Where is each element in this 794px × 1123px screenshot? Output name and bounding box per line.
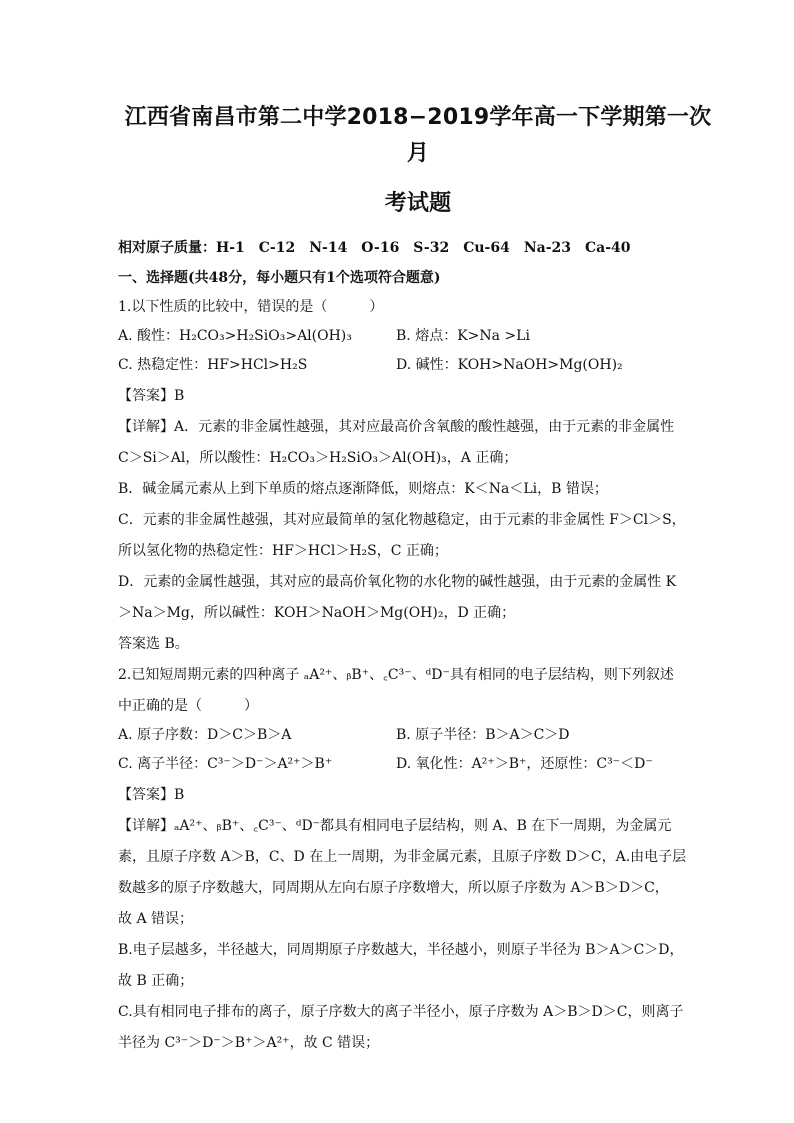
question-2-option-d: D. 氧化性：A²⁺＞B⁺，还原性：C³⁻＜D⁻ <box>396 756 653 772</box>
question-1-analysis-line-3: B．碱金属元素从上到下单质的熔点逐渐降低，则熔点：K＜Na＜Li，B 错误； <box>118 481 608 497</box>
question-1-option-b: B. 熔点：K>Na >Li <box>396 328 530 344</box>
question-1-analysis-line-4: C．元素的非金属性越强，其对应最简单的氢化物越稳定，由于元素的非金属性 F＞Cl＞S， <box>118 512 686 528</box>
question-2-stem-line-1: 2.已知短周期元素的四种离子 ₐA²⁺、ᵦB⁺、꜀C³⁻、ᵈD⁻具有相同的电子层结构，则下列叙述 <box>118 667 674 683</box>
question-2-analysis-line-4: 故 A 错误； <box>118 911 194 927</box>
page-title-line-2: 考试题 <box>384 191 452 216</box>
page-title-line-1: 江西省南昌市第二中学2018−2019学年高一下学期第一次月 <box>124 105 712 166</box>
question-2-analysis-line-2: 素，且原子序数 A＞B，C、D 在上一周期，为非金属元素，且原子序数 D＞C，A.由电子层 <box>118 849 687 865</box>
question-2-stem-line-2: 中正确的是（ ） <box>118 698 258 714</box>
question-2-options-row-1 <box>118 724 718 746</box>
atomic-mass-line: 相对原子质量：H-1 C-12 N-14 O-16 S-32 Cu-64 Na-23 Ca-40 <box>118 240 631 256</box>
question-1-options-row-2 <box>118 354 718 376</box>
question-1-analysis-line-8: 答案选 B。 <box>118 636 189 652</box>
question-1-option-c: C. 热稳定性：HF>HCl>H₂S <box>118 357 308 373</box>
question-1-analysis-line-2: C＞Si＞Al，所以酸性：H₂CO₃＞H₂SiO₃＞Al(OH)₃，A 正确； <box>118 450 518 466</box>
question-2-option-b: B. 原子半径：B＞A＞C＞D <box>396 727 570 743</box>
question-2-option-c: C. 离子半径：C³⁻＞D⁻＞A²⁺＞B⁺ <box>118 756 333 772</box>
question-1-options-row-1 <box>118 325 718 347</box>
question-1-answer: 【答案】B <box>118 388 185 404</box>
question-1-analysis-line-7: ＞Na＞Mg，所以碱性：KOH＞NaOH＞Mg(OH)₂，D 正确； <box>118 605 516 621</box>
question-2-analysis-line-1: 【详解】ₐA²⁺、ᵦB⁺、꜀C³⁻、ᵈD⁻都具有相同电子层结构，则 A、B 在下一周期，为金属元 <box>118 818 672 834</box>
question-2-option-a: A. 原子序数：D＞C＞B＞A <box>118 727 292 743</box>
question-2-analysis-line-7: C.具有相同电子排布的离子，原子序数大的离子半径小，原子序数为 A＞B＞D＞C，则离子 <box>118 1004 684 1020</box>
question-2-analysis-line-8: 半径为 C³⁻＞D⁻＞B⁺＞A²⁺，故 C 错误； <box>118 1035 380 1051</box>
section-heading: 一、选择题(共48分，每小题只有1个选项符合题意) <box>118 270 441 286</box>
question-2-analysis-line-6: 故 B 正确； <box>118 973 194 989</box>
question-1-analysis-line-6: D．元素的金属性越强，其对应的最高价氧化物的水化物的碱性越强，由于元素的金属性 K <box>118 574 677 590</box>
question-2-answer: 【答案】B <box>118 787 185 803</box>
question-2-options-row-2 <box>118 753 718 775</box>
question-1-option-d: D. 碱性：KOH>NaOH>Mg(OH)₂ <box>396 357 623 373</box>
question-1-analysis-line-1: 【详解】A．元素的非金属性越强，其对应最高价含氧酸的酸性越强，由于元素的非金属性 <box>118 419 675 435</box>
question-2-analysis-line-3: 数越多的原子序数越大，同周期从左向右原子序数增大，所以原子序数为 A＞B＞D＞C， <box>118 880 669 896</box>
question-1-option-a: A. 酸性：H₂CO₃>H₂SiO₃>Al(OH)₃ <box>118 328 352 344</box>
question-1-analysis-line-5: 所以氢化物的热稳定性：HF＞HCl＞H₂S，C 正确； <box>118 543 448 559</box>
question-1-stem: 1.以下性质的比较中，错误的是（ ） <box>118 299 384 315</box>
question-2-analysis-line-5: B.电子层越多，半径越大，同周期原子序数越大，半径越小，则原子半径为 B＞A＞C＞D， <box>118 942 684 958</box>
